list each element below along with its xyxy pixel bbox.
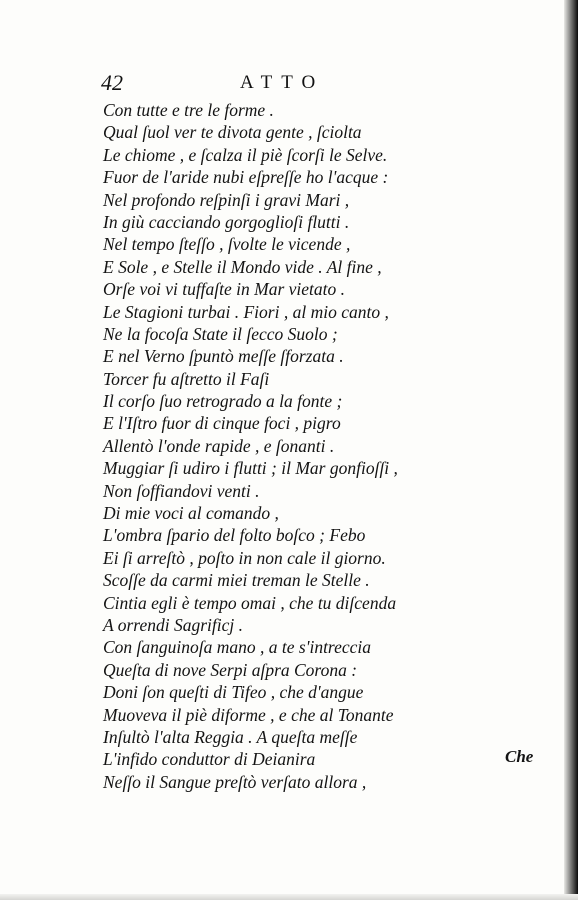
verse-line: Qual ſuol ver te divota gente , ſciolta — [103, 122, 362, 143]
verse-line: Doni ſon queſti di Tifeo , che d'angue — [103, 682, 364, 703]
verse-line: Le Stagioni turbai . Fiori , al mio canto , — [103, 301, 389, 322]
verse-line: L'ombra ſpario del folto boſco ; Febo — [103, 525, 366, 546]
page-number: 42 — [101, 70, 123, 95]
verse-line: Di mie voci al comando , — [103, 503, 279, 524]
verse-line: In giù cacciando gorgoglioſi flutti . — [103, 211, 350, 232]
verse-line: Ne la focoſa State il ſecco Suolo ; — [103, 323, 338, 344]
running-title: ATTO — [240, 72, 325, 93]
verse-text — [103, 99, 548, 793]
verse-line: Ei ſi arreſtò , poſto in non cale il giorno. — [103, 547, 386, 568]
verse-line: Cintia egli è tempo omai , che tu diſcenda — [103, 592, 397, 613]
verse-line: Neſſo il Sangue preſtò verſato allora , — [103, 771, 367, 792]
verse-line: L'infido conduttor di Deianira — [103, 749, 316, 770]
verse-line: Scoſſe da carmi miei treman le Stelle . — [103, 570, 370, 591]
verse-line: Il corſo ſuo retrogrado a la fonte ; — [103, 391, 343, 412]
verse-line: Nel profondo reſpinſi i gravi Mari , — [103, 189, 350, 210]
verse-line: Fuor de l'aride nubi eſpreſſe ho l'acque : — [103, 167, 389, 188]
page-edge-shadow — [564, 0, 578, 900]
verse-line: Muoveva il piè diforme , e che al Tonante — [103, 704, 394, 725]
verse-line: Nel tempo ſteſſo , ſvolte le vicende , — [103, 234, 351, 255]
catchword: Che — [505, 747, 534, 766]
verse-line: E Sole , e Stelle il Mondo vide . Al fine , — [103, 256, 382, 277]
verse-line: Le chiome , e ſcalza il piè ſcorſi le Selve. — [103, 144, 388, 165]
page-bottom-edge — [0, 894, 578, 900]
verse-line: Allentò l'onde rapide , e ſonanti . — [103, 435, 335, 456]
verse-line: Queſta di nove Serpi aſpra Corona : — [103, 659, 358, 680]
verse-line: Torcer fu aſtretto il Faſi — [103, 368, 270, 389]
running-head — [0, 68, 578, 98]
verse-line: Orſe voi vi tuffaſte in Mar vietato . — [103, 279, 346, 300]
verse-line: Muggiar ſi udiro i flutti ; il Mar gonfioſſi , — [103, 458, 398, 479]
verse-line: E l'Iſtro fuor di cinque foci , pigro — [103, 413, 341, 434]
verse-line: Non ſoffiandovi venti . — [103, 480, 260, 501]
verse-line: E nel Verno ſpuntò meſſe ſforzata . — [103, 346, 344, 367]
verse-line: A orrendi Sagrificj . — [103, 614, 243, 635]
verse-line: Con tutte e tre le forme . — [103, 100, 274, 120]
verse-line: Inſultò l'alta Reggia . A queſta meſſe — [103, 726, 358, 747]
verse-line: Con ſanguinoſa mano , a te s'intreccia — [103, 637, 372, 658]
